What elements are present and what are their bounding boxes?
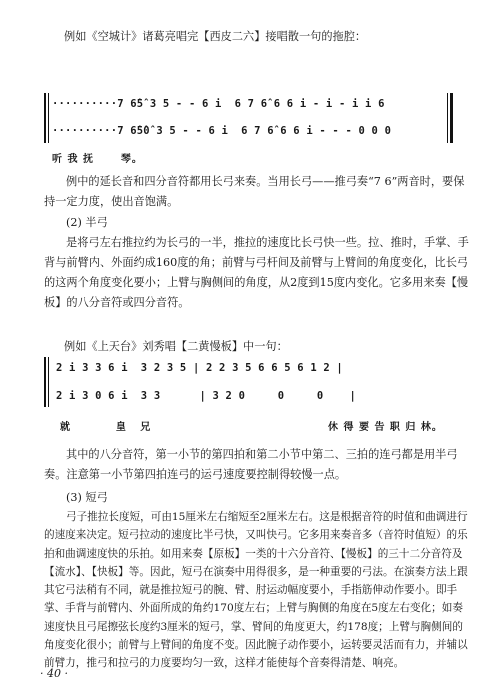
- score-1-bracket-thin: [48, 93, 49, 143]
- score-1-end-bar: [447, 93, 448, 143]
- example-2-intro: 例如《上天台》刘秀唱【二黄慢板】中一句：: [64, 340, 288, 353]
- score-2-lyrics-right: 休 得 要 告 职 归 林。: [328, 422, 443, 433]
- score-2-lower-row: 2 i 3 0 6 i 3 3 | 3 2 0 0 0 |: [56, 390, 356, 402]
- score-2-bracket: [44, 357, 46, 407]
- section-3-body: 弓子推拉长度短，可由15厘米左右缩短至2厘米左右。这是根据音符的时值和曲调进行的速度来决定。短弓拉动的速度比半弓快，又叫快弓。它多用来奏音多（音符时值短）的乐拍和曲调速度快的乐拍。如用来奏【原板】一类的十六分音符、【慢板】的三十二分音符及【流水】、【快板】等。因此，短弓在演奏中用得很多，是一种重要的弓法。在演奏方法上跟其它弓法稍有不同，就是推拉短弓的腕、臂、肘运动幅度要小，手指筋伸动作要小。即手掌、手背与前臂内、外面所成的角约170度左右；上臂与胸侧的角度在5度左右变化；如奏速度快且弓尾擦弦长度约3厘米的短弓，掌、臂间的角度更大，约178度；上臂与胸侧间的角度变化很小；前臂与上臂间的角度不变。因此腕子动作要小，运转要灵活而有力，并辅以前臂力，推弓和拉弓的力度要均匀一致，这样才能使每个音奏得清楚、响亮。: [44, 511, 468, 670]
- section-2-body: 是将弓左右推拉约为长弓的一半，推拉的速度比长弓快一些。拉、推时，手掌、手背与前臂内、外面约成160度的角；前臂与弓杆间及前臂与上臂间的角度变化，比长弓的这两个角度变化要小；上臂与胸侧间的角度，从2度到15度内变化。它多用来奏【慢板】的八分音符或四分音符。: [44, 236, 469, 309]
- score-1-bracket: [44, 93, 46, 143]
- score-1-upper-row: ··········7 6̂5̂ 3 5 - - 6 i 6 7 6̂ 6 6 i - i - i i 6: [52, 98, 385, 110]
- paragraph-long-bow: 例中的延长音和四分音符都用长弓来奏。当用长弓——推弓奏“7 6”两音时，要保持一定力度，使出音饱满。: [44, 175, 465, 208]
- score-2-upper-row: 2 i 3 3 6 i 3 2 3 5 | 2 2 3 5 6 6 5 6 1 2 |: [56, 362, 343, 374]
- example-1-intro: 例如《空城计》诸葛亮唱完【西皮二六】接唱散一句的拖腔：: [64, 30, 367, 43]
- paragraph-half-bow-example: 其中的八分音符，第一小节的第四拍和第二小节中第二、三拍的连弓都是用半弓奏。注意第一小节第四拍连弓的运弓速度要控制得较慢一点。: [44, 448, 458, 481]
- score-1-lower-row: ··········7 6̂5̂0̂ 3 5 - - 6 i 6 7 6̂ 6 6 i - - - 0 0 0: [52, 125, 392, 137]
- score-1-end-bar-thick: [450, 93, 453, 143]
- score-2-lyrics-left: 就 皇 兄: [60, 422, 152, 433]
- score-1-lyrics: 听 我 抚 琴。: [52, 154, 143, 165]
- section-3-heading: (3) 短弓: [66, 491, 108, 504]
- section-2-heading: (2) 半弓: [66, 216, 108, 229]
- score-2-bracket-thin: [48, 357, 49, 407]
- page-number: · 40 ·: [40, 667, 68, 680]
